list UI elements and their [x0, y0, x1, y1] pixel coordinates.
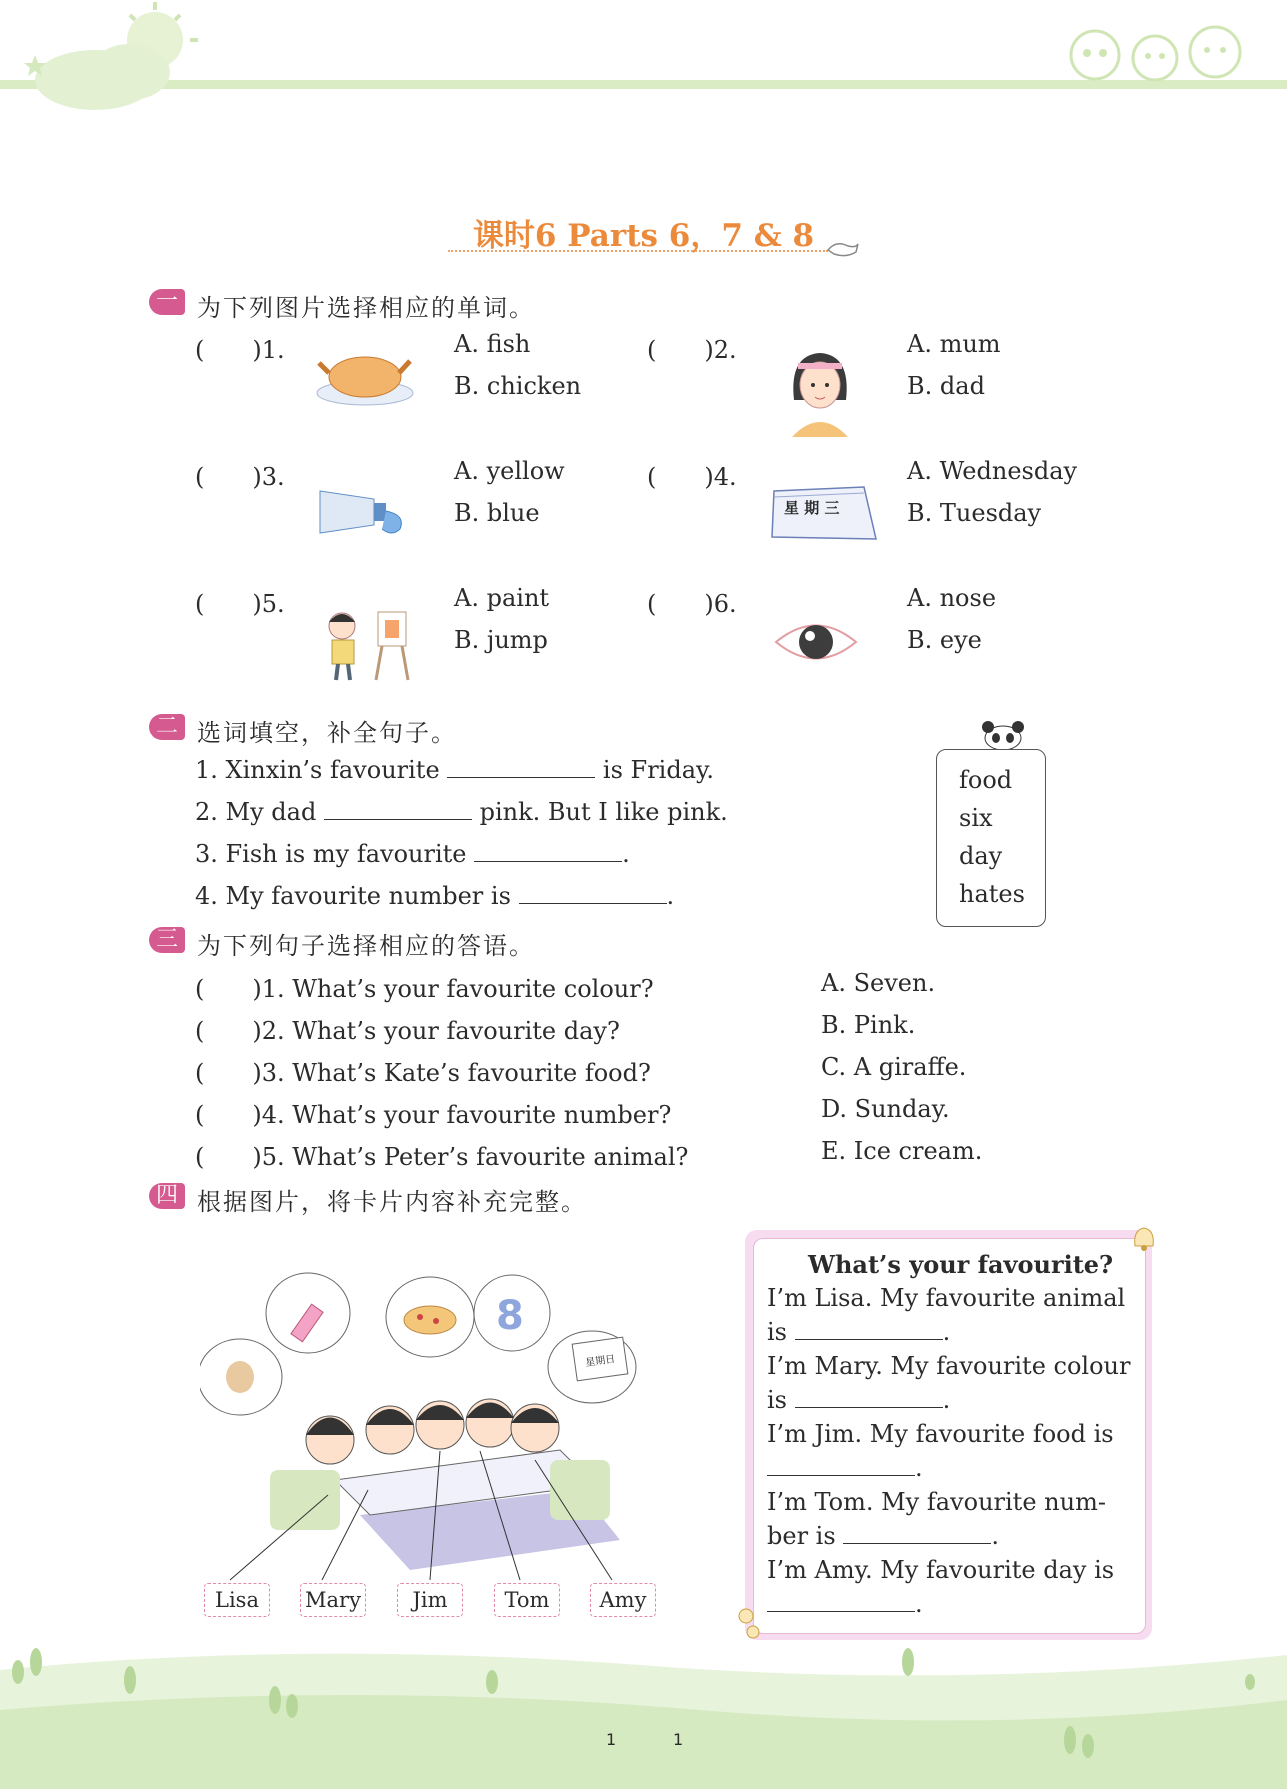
item-5-option-b: B. jump	[454, 626, 548, 654]
section-4-heading: 根据图片，将卡片内容补充完整。	[197, 1188, 587, 1216]
sentence-1-part-a: 1. Xinxin’s favourite	[195, 756, 440, 784]
item-4-number: ( )4.	[647, 463, 737, 491]
bell-icon	[1127, 1222, 1161, 1252]
section-1-badge: 一	[149, 289, 185, 315]
animal-faces-decoration	[1055, 20, 1255, 85]
sentence-4	[195, 882, 674, 910]
page-number-left: 1	[606, 1730, 617, 1749]
card-line-lisa-2	[767, 1318, 950, 1346]
boy-painting-icon	[312, 602, 414, 684]
card-is-1: is	[767, 1318, 787, 1346]
beads-decoration	[737, 1606, 763, 1640]
word-box-item: six	[959, 804, 993, 832]
name-label-jim: Jim	[397, 1583, 463, 1617]
card-line-amy-2	[767, 1590, 923, 1618]
blank-3[interactable]	[474, 843, 622, 862]
question-3: ( )3. What’s Kate’s favourite food?	[195, 1059, 651, 1087]
sentence-2-part-b: pink. But I like pink.	[479, 798, 728, 826]
question-4: ( )4. What’s your favourite number?	[195, 1101, 672, 1129]
answer-a: A. Seven.	[821, 969, 936, 997]
children-table-illustration	[200, 1265, 650, 1585]
word-box-item: hates	[959, 880, 1025, 908]
word-box	[936, 749, 1046, 927]
name-label-amy: Amy	[590, 1583, 656, 1617]
card-line-lisa: I’m Lisa. My favourite animal	[767, 1284, 1126, 1312]
item-4-option-b: B. Tuesday	[907, 499, 1042, 527]
item-3-option-a: A. yellow	[454, 457, 565, 485]
panda-icon	[980, 718, 1026, 750]
answer-e: E. Ice cream.	[821, 1137, 983, 1165]
sentence-3-part-a: 3. Fish is my favourite	[195, 840, 467, 868]
title-underline	[448, 250, 828, 252]
name-label-mary: Mary	[300, 1583, 366, 1617]
blank-amy[interactable]	[767, 1593, 915, 1612]
section-4-badge: 四	[149, 1183, 185, 1209]
sentence-3-part-b: .	[622, 840, 630, 868]
item-6-option-a: A. nose	[907, 584, 997, 612]
card-dot: .	[915, 1590, 923, 1618]
sentence-4-part-a: 4. My favourite number is	[195, 882, 511, 910]
mother-icon	[784, 345, 856, 437]
card-dot: .	[942, 1386, 951, 1414]
blank-tom[interactable]	[843, 1525, 991, 1544]
word-box-item: food	[959, 766, 1013, 794]
sentence-2	[195, 798, 728, 826]
eye-icon	[774, 617, 858, 667]
card-line-amy: I’m Amy. My favourite day is	[767, 1556, 1115, 1584]
blank-1[interactable]	[447, 759, 595, 778]
blank-lisa[interactable]	[795, 1321, 943, 1340]
page-title: 课时6 Parts 6，7 & 8	[472, 218, 815, 254]
name-label-lisa: Lisa	[204, 1583, 270, 1617]
card-line-jim-2	[767, 1454, 923, 1482]
grass-landscape-decoration	[0, 1640, 1287, 1789]
answer-d: D. Sunday.	[821, 1095, 950, 1123]
item-3-option-b: B. blue	[454, 499, 540, 527]
sentence-1-part-b: is Friday.	[602, 756, 715, 784]
item-5-option-a: A. paint	[454, 584, 550, 612]
sun-cloud-decoration	[0, 0, 200, 115]
answer-c: C. A giraffe.	[821, 1053, 967, 1081]
section-3-heading: 为下列句子选择相应的答语。	[197, 932, 535, 960]
card-line-tom: I’m Tom. My favourite num-	[767, 1488, 1106, 1516]
card-dot: .	[915, 1454, 923, 1482]
card-line-jim: I’m Jim. My favourite food is	[767, 1420, 1114, 1448]
item-1-option-a: A. fish	[454, 330, 531, 358]
bubble-number: 8	[496, 1293, 524, 1339]
card-ber-is: ber is	[767, 1522, 836, 1550]
word-box-item: day	[959, 842, 1003, 870]
sentence-2-part-a: 2. My dad	[195, 798, 317, 826]
blank-mary[interactable]	[795, 1389, 943, 1408]
item-6-option-b: B. eye	[907, 626, 982, 654]
item-6-number: ( )6.	[647, 590, 737, 618]
card-is-2: is	[767, 1386, 787, 1414]
question-2: ( )2. What’s your favourite day?	[195, 1017, 620, 1045]
card-dot: .	[991, 1522, 999, 1550]
blank-4[interactable]	[519, 885, 667, 904]
question-1: ( )1. What’s your favourite colour?	[195, 975, 654, 1003]
card-line-mary-2	[767, 1386, 950, 1414]
calendar-label: 星 期 三	[784, 499, 840, 517]
sentence-3	[195, 840, 630, 868]
roast-chicken-icon	[315, 345, 415, 407]
card-line-mary: I’m Mary. My favourite colour	[767, 1352, 1131, 1380]
item-3-number: ( )3.	[195, 463, 285, 491]
card-line-tom-2	[767, 1522, 999, 1550]
question-5: ( )5. What’s Peter’s favourite animal?	[195, 1143, 689, 1171]
card-title: What’s your favourite?	[808, 1250, 1114, 1279]
item-1-option-b: B. chicken	[454, 372, 582, 400]
section-3-badge: 三	[149, 927, 185, 953]
blank-2[interactable]	[324, 801, 472, 820]
card-dot: .	[942, 1318, 951, 1346]
bird-icon	[826, 238, 860, 260]
name-label-tom: Tom	[494, 1583, 560, 1617]
calendar-icon	[768, 485, 878, 543]
bubble-calendar-label: 星期日	[584, 1353, 616, 1370]
item-2-option-b: B. dad	[907, 372, 985, 400]
item-5-number: ( )5.	[195, 590, 285, 618]
item-2-number: ( )2.	[647, 336, 737, 364]
item-1-number: ( )1.	[195, 336, 285, 364]
answer-b: B. Pink.	[821, 1011, 916, 1039]
bubble-calendar-icon	[572, 1337, 629, 1382]
blue-paint-tube-icon	[316, 485, 412, 539]
page-number-right: 1	[673, 1730, 684, 1749]
section-2-heading: 选词填空，补全句子。	[197, 719, 457, 747]
sentence-1	[195, 756, 714, 784]
section-2-badge: 二	[149, 714, 185, 740]
item-4-option-a: A. Wednesday	[907, 457, 1078, 485]
item-2-option-a: A. mum	[907, 330, 1001, 358]
sentence-4-part-b: .	[666, 882, 675, 910]
section-1-heading: 为下列图片选择相应的单词。	[197, 294, 535, 322]
blank-jim[interactable]	[767, 1457, 915, 1476]
